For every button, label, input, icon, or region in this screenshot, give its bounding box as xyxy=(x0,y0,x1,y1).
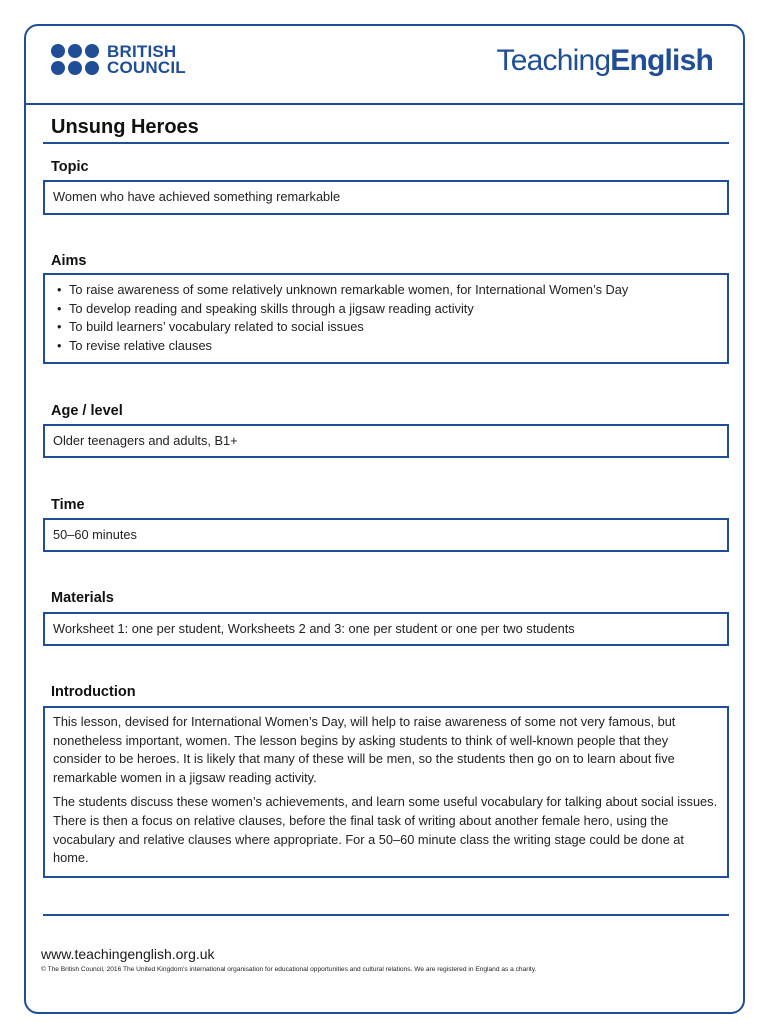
time-label: Time xyxy=(51,497,85,513)
british-council-wordmark xyxy=(107,44,186,76)
aims-item: • To build learners’ vocabulary related to social issues xyxy=(53,318,719,337)
introduction-label: Introduction xyxy=(51,684,136,700)
materials-text: Worksheet 1: one per student, Worksheets 2 and 3: one per student or one per two students xyxy=(53,621,575,636)
copyright-notice: © The British Council, 2016 The United Kingdom’s international organisation for educational opportunities and cultural relations. We are registered in England as a charity. xyxy=(41,966,537,973)
aims-label: Aims xyxy=(51,253,87,269)
header xyxy=(24,24,745,105)
logo-teaching: Teaching xyxy=(496,44,611,77)
age-level-box xyxy=(43,424,729,458)
topic-text: Women who have achieved something remarkable xyxy=(53,189,341,204)
time-text: 50–60 minutes xyxy=(53,527,137,542)
aims-list xyxy=(53,281,719,355)
brand-line-1: BRITISH xyxy=(107,42,177,61)
age-level-text: Older teenagers and adults, B1+ xyxy=(53,433,238,448)
introduction-box xyxy=(43,706,729,878)
brand-line-2: COUNCIL xyxy=(107,58,186,77)
british-council-logo[interactable] xyxy=(51,44,186,76)
topic-box xyxy=(43,180,729,215)
aims-item: • To raise awareness of some relatively unknown remarkable women, for International Women’s Day xyxy=(53,281,719,300)
aims-item: • To develop reading and speaking skills through a jigsaw reading activity xyxy=(53,300,719,319)
materials-box xyxy=(43,612,729,646)
age-level-label: Age / level xyxy=(51,403,123,419)
website-link[interactable]: www.teachingenglish.org.uk xyxy=(41,946,215,962)
page-title: Unsung Heroes xyxy=(51,116,199,138)
time-box xyxy=(43,518,729,552)
aims-item: • To revise relative clauses xyxy=(53,337,719,356)
introduction-paragraph: The students discuss these women’s achievements, and learn some useful vocabulary for talking about social issues. There is then a focus on relative clauses, before the final task of writing about another female hero, using the vocabulary and relative clauses where appropriate. For a 50–60 minute class the writing stage could be done at home. xyxy=(53,794,718,866)
topic-label: Topic xyxy=(51,159,89,175)
footer-divider xyxy=(43,914,729,916)
aims-box xyxy=(43,273,729,364)
materials-label: Materials xyxy=(51,590,114,606)
teaching-english-logo[interactable] xyxy=(497,44,713,78)
logo-english: English xyxy=(610,44,713,77)
introduction-paragraph: This lesson, devised for International Women’s Day, will help to raise awareness of some not very famous, but nonetheless important, women. The lesson begins by asking students to think of well-known people that they consider to be heroes. It is likely that many of these will be men, so the students then go on to learn about five remarkable women in a jigsaw reading activity. xyxy=(53,714,676,785)
british-council-dots-icon xyxy=(51,44,100,76)
title-divider xyxy=(43,142,729,144)
